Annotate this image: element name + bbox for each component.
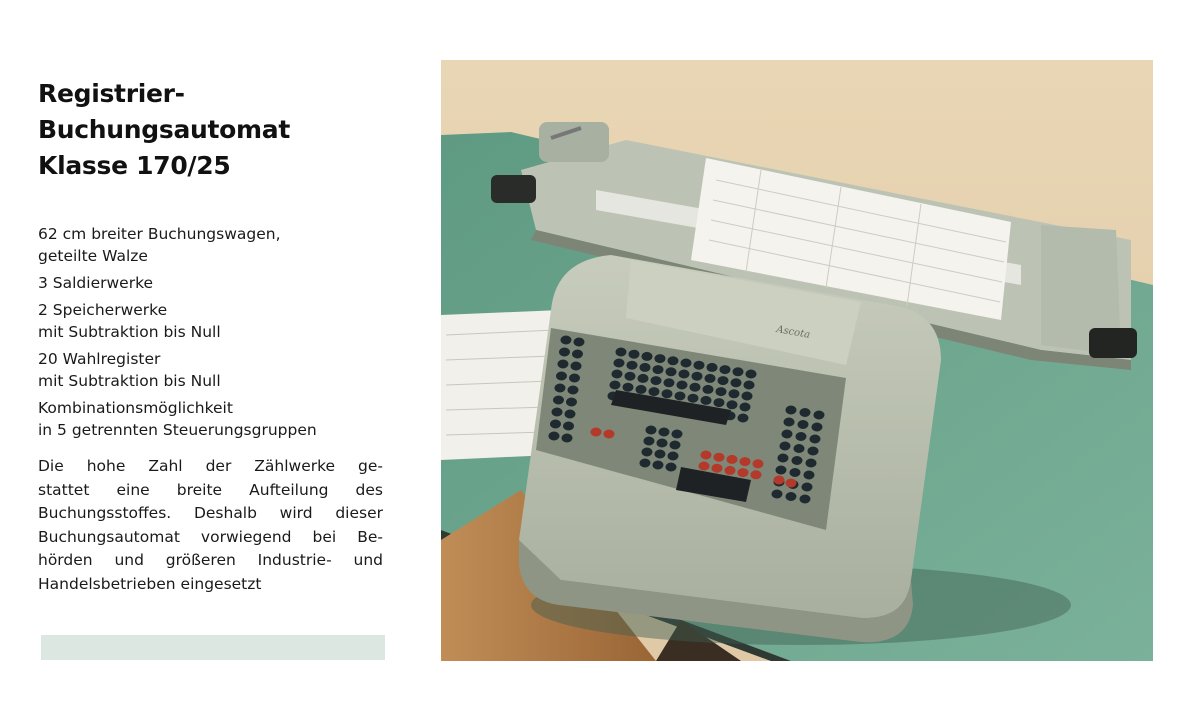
key: [666, 463, 677, 472]
key: [642, 448, 653, 457]
spec-line: mit Subtraktion bis Null: [38, 323, 221, 341]
key: [636, 385, 647, 394]
key: [796, 432, 807, 441]
key: [800, 495, 811, 504]
key: [568, 386, 579, 395]
key: [716, 387, 727, 396]
key: [623, 383, 634, 392]
key: [744, 381, 755, 390]
key: [782, 430, 793, 439]
title-line: Klasse 170/25: [38, 151, 231, 180]
spec-item: [38, 272, 383, 294]
key: [740, 403, 751, 412]
key: [644, 437, 655, 446]
key: [776, 466, 787, 475]
key: [640, 363, 651, 372]
key: [559, 348, 570, 357]
key: [707, 363, 718, 372]
key: [616, 348, 627, 357]
spec-line: mit Subtraktion bis Null: [38, 372, 221, 390]
key: [804, 471, 815, 480]
key: [718, 376, 729, 385]
key: [705, 374, 716, 383]
key: [792, 456, 803, 465]
key: [638, 374, 649, 383]
key: [591, 428, 602, 437]
title-line: Buchungsautomat: [38, 115, 291, 144]
key: [720, 365, 731, 374]
key: [653, 461, 664, 470]
key: [690, 383, 701, 392]
key: [688, 394, 699, 403]
key: [629, 350, 640, 359]
key: [649, 387, 660, 396]
key: [746, 370, 757, 379]
description-line: hörden und größeren Industrie- und: [38, 551, 383, 569]
key: [668, 356, 679, 365]
key: [662, 389, 673, 398]
spec-line: Kombinationsmöglichkeit: [38, 399, 233, 417]
key: [646, 426, 657, 435]
key: [738, 414, 749, 423]
key: [550, 420, 561, 429]
key: [566, 398, 577, 407]
key: [612, 370, 623, 379]
key: [574, 338, 585, 347]
key: [808, 447, 819, 456]
key: [670, 441, 681, 450]
brand-label: Ascota: [775, 324, 811, 341]
spec-line: 20 Wahlregister: [38, 350, 161, 368]
key: [604, 430, 615, 439]
description-line: Buchungsautomat vorwiegend bei Be-: [38, 527, 383, 546]
key: [786, 479, 797, 488]
key: [552, 408, 563, 417]
spec-line: in 5 getrennten Steuerungsgruppen: [38, 421, 317, 439]
key: [751, 470, 762, 479]
key: [703, 385, 714, 394]
key: [565, 410, 576, 419]
spec-line: 3 Saldierwerke: [38, 274, 154, 292]
accent-bar: [41, 635, 385, 660]
key: [806, 459, 817, 468]
key: [699, 462, 710, 471]
key: [790, 468, 801, 477]
key: [725, 466, 736, 475]
key: [640, 459, 651, 468]
spec-item: [38, 223, 383, 267]
key: [712, 464, 723, 473]
key: [740, 457, 751, 466]
key: [555, 384, 566, 393]
key: [714, 453, 725, 462]
right-knob: [1089, 328, 1137, 358]
key: [727, 455, 738, 464]
key: [562, 434, 573, 443]
key: [814, 411, 825, 420]
key: [778, 454, 789, 463]
key: [666, 367, 677, 376]
description-line: Die hohe Zahl der Zählwerke ge-: [38, 457, 383, 475]
key: [655, 354, 666, 363]
key: [780, 442, 791, 451]
key: [556, 372, 567, 381]
key: [681, 359, 692, 368]
spec-item: [38, 348, 383, 392]
key: [558, 360, 569, 369]
description-line: Handelsbetrieben eingesetzt: [38, 574, 262, 593]
key: [610, 381, 621, 390]
spec-item: [38, 397, 383, 441]
description-line: stattet eine breite Aufteilung des: [38, 480, 383, 499]
key: [572, 350, 583, 359]
key: [571, 362, 582, 371]
key: [553, 396, 564, 405]
key: [659, 428, 670, 437]
spec-line: 62 cm breiter Buchungswagen,: [38, 225, 281, 243]
key: [625, 372, 636, 381]
key: [786, 406, 797, 415]
key: [798, 420, 809, 429]
key: [753, 459, 764, 468]
description-paragraph: [38, 455, 383, 596]
spec-list: [38, 223, 383, 446]
key: [651, 376, 662, 385]
key: [657, 439, 668, 448]
key: [692, 372, 703, 381]
key: [738, 468, 749, 477]
key: [655, 450, 666, 459]
spec-line: 2 Speicherwerke: [38, 301, 168, 319]
machine-photo: [441, 60, 1153, 661]
description-line: Buchungsstoffes. Deshalb wird dieser: [38, 504, 383, 522]
key: [731, 378, 742, 387]
key: [563, 422, 574, 431]
key: [675, 392, 686, 401]
key: [679, 370, 690, 379]
key: [701, 451, 712, 460]
key: [800, 408, 811, 417]
key: [642, 352, 653, 361]
key: [714, 398, 725, 407]
key: [733, 367, 744, 376]
key: [664, 378, 675, 387]
key: [701, 396, 712, 405]
spec-line: geteilte Walze: [38, 247, 148, 265]
key: [802, 483, 813, 492]
key: [742, 392, 753, 401]
key: [786, 492, 797, 501]
spec-item: [38, 299, 383, 343]
key: [561, 336, 572, 345]
key: [549, 432, 560, 441]
key: [772, 490, 783, 499]
key: [794, 444, 805, 453]
key: [677, 381, 688, 390]
title-line: Registrier-: [38, 79, 185, 108]
page-title: [38, 76, 290, 184]
key: [614, 359, 625, 368]
key: [812, 423, 823, 432]
key: [668, 452, 679, 461]
key: [569, 374, 580, 383]
left-knob: [491, 175, 536, 203]
key: [627, 361, 638, 370]
key: [694, 361, 705, 370]
key: [727, 400, 738, 409]
key: [653, 365, 664, 374]
key: [672, 430, 683, 439]
key: [729, 389, 740, 398]
key: [810, 435, 821, 444]
key: [774, 476, 785, 485]
key: [784, 418, 795, 427]
